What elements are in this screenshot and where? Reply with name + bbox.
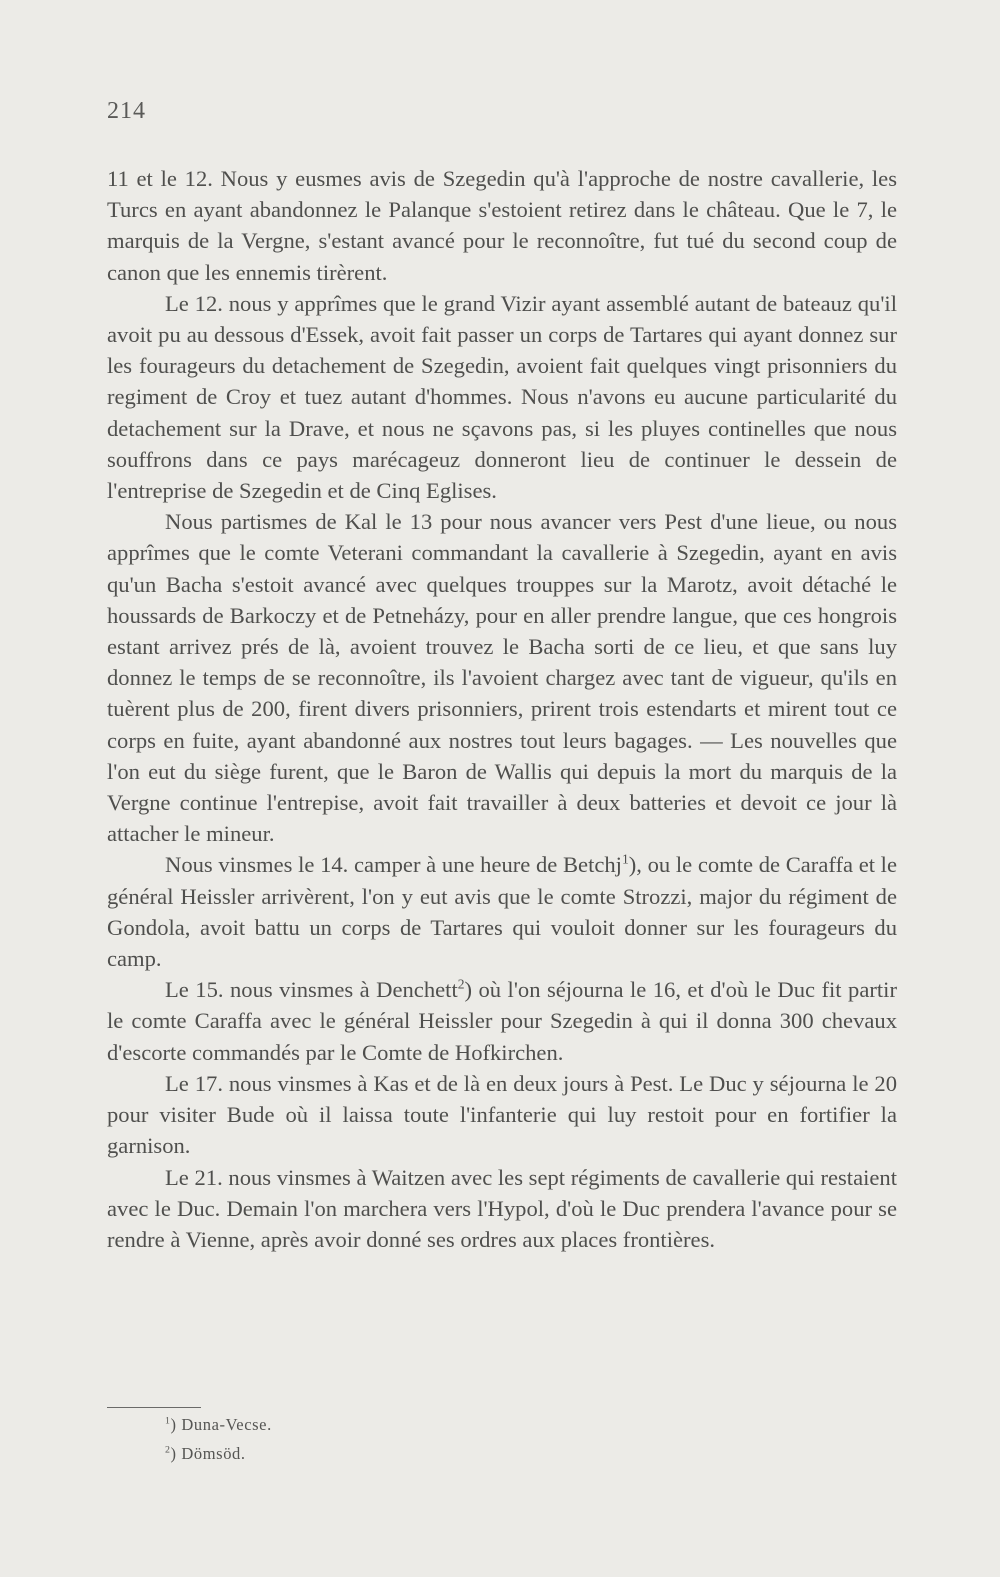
footnote-ref-2: 2 [457, 976, 465, 992]
paragraph-4-text-b: ), ou le comte de Caraffa et le général Heissler arrivèrent, l'on y eut avis que le comte Strozzi, major du régiment de Gondola, avoit battu un corps de Tartares qui vouloit donner sur les fourageurs du camp. [107, 852, 897, 972]
footnote-ref-1: 1 [621, 851, 629, 867]
paragraph-6: Le 17. nous vinsmes à Kas et de là en deux jours à Pest. Le Duc y séjourna le 20 pour visiter Bude où il laissa toute l'infanterie qui luy restoit pour en fortifier la garnison. [107, 1070, 897, 1159]
footnote-2 [165, 1439, 272, 1468]
page-number: 214 [107, 98, 146, 124]
paragraph-2: Le 12. nous y apprîmes que le grand Vizir ayant assemblé autant de bateauz qu'il avoit pu au dessous d'Essek, avoit fait passer un corps de Tartares qui ayant donnez sur les fourageurs du detachement de Szegedin, avoient fait quelques vingt prisonniers du regiment de Croy et tuez autant d'hommes. Nous n'avons eu aucune particularité du detachement sur la Drave, et nous ne sçavons pas, si les pluyes continelles que nous souffrons dans ce pays marécageuz donneront lieu de continuer le dessein de l'entreprise de Szegedin et de Cinq Eglises. [107, 290, 897, 504]
paragraph-4 [107, 849, 897, 974]
footnote-1-text: ) Duna-Vecse. [170, 1415, 272, 1434]
footnote-2-text: ) Dömsöd. [170, 1444, 246, 1463]
paragraph-5-text-b: ) où l'on séjourna le 16, et d'où le Duc fit partir le comte Caraffa avec le général Heissler pour Szegedin à qui il donna 300 chevaux d'escorte commandés par le Comte de Hofkirchen. [107, 977, 897, 1065]
paragraph-3: Nous partismes de Kal le 13 pour nous avancer vers Pest d'une lieue, ou nous apprîmes que le comte Veterani commandant la cavallerie à Szegedin, ayant en avis qu'un Bacha s'estoit avancé avec quelques trouppes sur la Marotz, avoit détaché le houssards de Barkoczy et de Petneházy, pour en aller prendre langue, que ces hongrois estant arrivez prés de là, avoient trouvez le Bacha sorti de ce lieu, et que sans luy donnez le temps de se reconnoître, ils l'avoient chargez avec tant de vigueur, qu'ils en tuèrent plus de 200, firent divers prisonniers, prirent trois estendarts et mirent tout ce corps en fuite, ayant abandonné aux nostres tout leurs bagages. — Les nouvelles que l'on eut du siège furent, que le Baron de Wallis qui depuis la mort du marquis de la Vergne continue l'entrepise, avoit fait travailler à deux batteries et devoit ce jour là attacher le mineur. [107, 509, 897, 847]
footnote-separator [107, 1407, 201, 1408]
footnote-2-mark: 2 [165, 1444, 171, 1456]
paragraph-1: 11 et le 12. Nous y eusmes avis de Szegedin qu'à l'approche de nostre cavallerie, les Turcs en ayant abandonnez le Palanque s'estoient retirez dans le château. Que le 7, le marquis de la Vergne, s'estant avancé pour le reconnoître, fut tué du second coup de canon que les ennemis tirèrent. [107, 166, 897, 285]
paragraph-7: Le 21. nous vinsmes à Waitzen avec les sept régiments de cavallerie qui restaient avec le Duc. Demain l'on marchera vers l'Hypol, d'où le Duc prendera l'avance pour se rendre à Vienne, après avoir donné ses ordres aux places frontières. [107, 1164, 897, 1252]
body-text [107, 163, 897, 1255]
paragraph-4-text-a: Nous vinsmes le 14. camper à une heure de Betchj [165, 852, 622, 878]
footnotes [165, 1410, 272, 1468]
paragraph-5-text-a: Le 15. nous vinsmes à Denchett [165, 977, 458, 1003]
footnote-1-mark: 1 [165, 1415, 171, 1427]
footnote-1 [165, 1410, 272, 1439]
paragraph-5 [107, 974, 897, 1068]
